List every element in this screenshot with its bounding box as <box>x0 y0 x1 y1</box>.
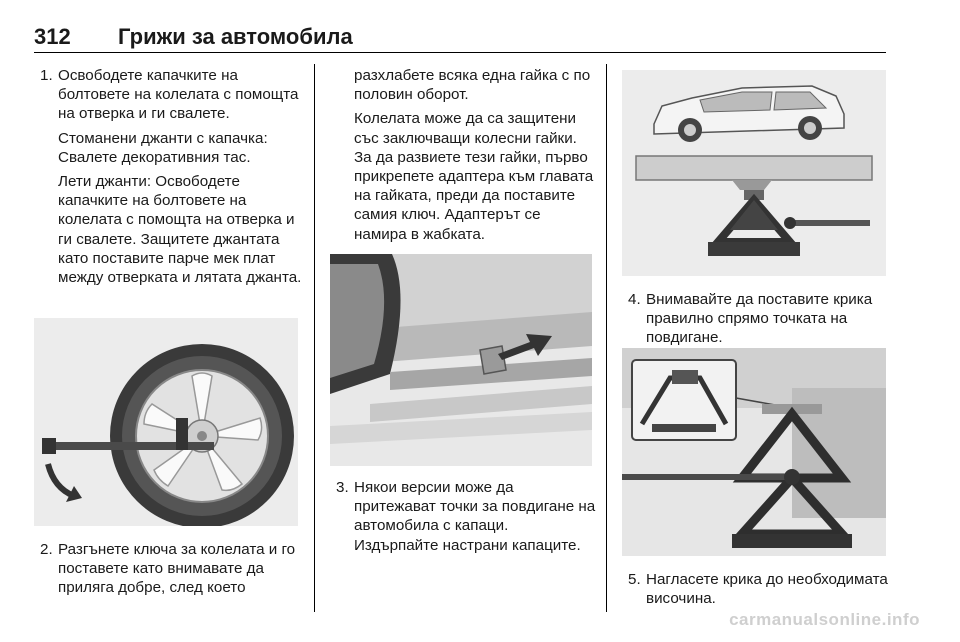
step-1-number: 1. <box>40 67 53 84</box>
page-number: 312 <box>34 24 71 49</box>
step-5-text: Нагласете крика до необходимата височина. <box>646 571 888 608</box>
column-1-bottom <box>34 540 304 603</box>
locking-nuts-note: Колелата може да са защитени със заключващи колесни гайки. За да развиете тези гайки, първо прикрепете адаптера към главата на гайката, преди да поставите самия ключ. Адаптерът се намира в жабката. <box>354 110 594 243</box>
figure-jack-under-car <box>622 70 886 276</box>
step-2 <box>34 540 304 598</box>
header-rule <box>34 52 886 53</box>
column-1 <box>34 66 304 292</box>
column-2 <box>330 66 596 249</box>
step-5-number: 5. <box>628 571 641 588</box>
step-5 <box>622 570 890 608</box>
step-3-text: Някои версии може да притежават точки за повдигане на автомобила с капаци. Издърпайте настрани капаците. <box>354 479 596 554</box>
column-2-bottom <box>330 478 596 560</box>
car-jack-illustration <box>622 70 886 276</box>
page-title: Грижи за автомобила <box>118 24 353 49</box>
step-1-text: Освободете капачките на болтовете на колелата с помощта на отверка и ги свалете. <box>58 67 299 123</box>
figure-wheel-wrench <box>34 318 298 526</box>
jacking-point-illustration <box>330 254 592 466</box>
step-4-text: Внимавайте да поставите крика правилно спрямо точката на повдигане. <box>646 291 873 347</box>
step-3-number: 3. <box>336 479 349 496</box>
wheel-wrench-illustration <box>34 318 298 526</box>
column-divider-1 <box>314 64 315 612</box>
step-4-number: 4. <box>628 291 641 308</box>
step-2-continued <box>330 66 596 244</box>
step-1-steel-wheels: Стоманени джанти с капачка: Свалете декоративния тас. <box>58 129 268 166</box>
column-3-mid <box>622 290 890 353</box>
step-4 <box>622 290 890 348</box>
step-1 <box>34 66 304 287</box>
column-divider-2 <box>606 64 607 612</box>
step-2-continued-text: разхлабете всяка една гайка с по половин оборот. <box>354 67 591 104</box>
figure-jacking-point-cover <box>330 254 592 466</box>
watermark: carmanualsonline.info <box>729 610 920 629</box>
step-2-number: 2. <box>40 541 53 558</box>
step-2-text: Разгънете ключа за колелата и го поставете като внимавате да приляга добре, след което <box>58 541 296 597</box>
step-1-alloy-wheels: Лети джанти: Освободете капачките на болтовете на колелата с помощта на отверка и ги свалете. Защитете джантата като поставите парче мек плат между отверката и лятата джанта. <box>58 173 302 287</box>
column-3-bottom <box>622 570 890 613</box>
step-3 <box>330 478 596 555</box>
figure-jack-positioning <box>622 348 886 556</box>
jack-positioning-illustration <box>622 348 886 556</box>
